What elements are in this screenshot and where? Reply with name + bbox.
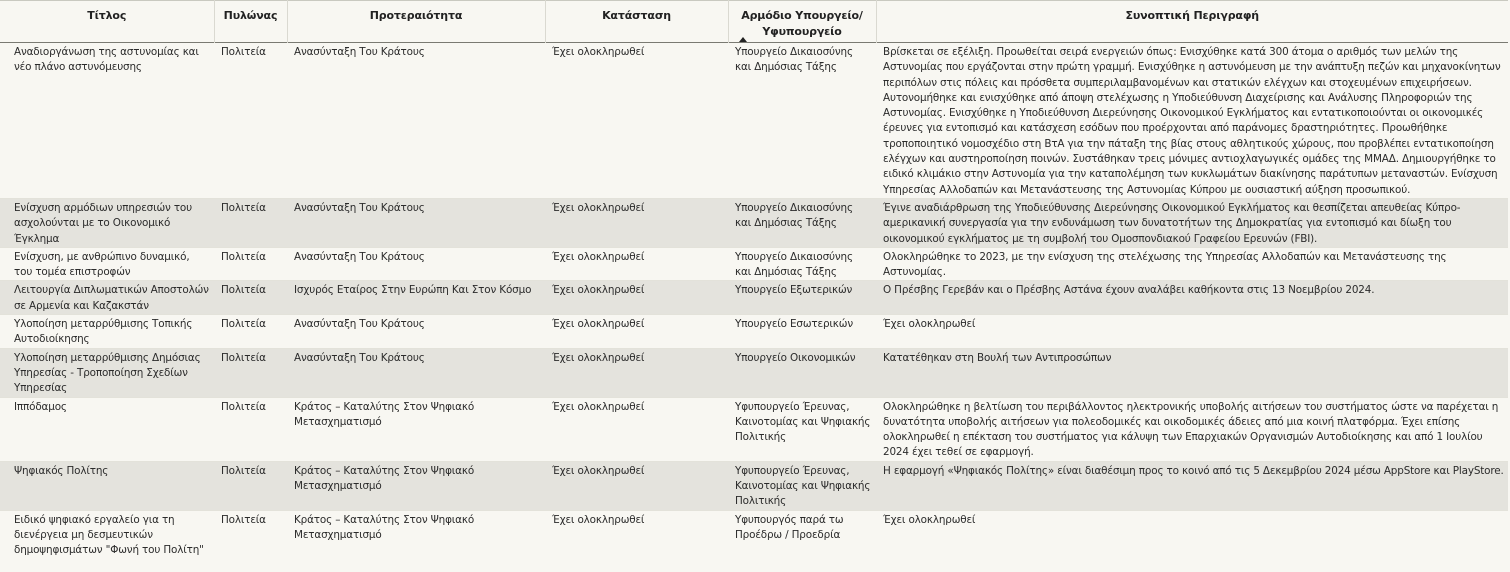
cell-pillar: Πολιτεία bbox=[214, 348, 287, 397]
column-header-label: Προτεραιότητα bbox=[369, 9, 463, 22]
cell-priority: Κράτος – Καταλύτης Στον Ψηφιακό Μετασχηματισμό bbox=[287, 461, 545, 510]
table-row[interactable] bbox=[0, 43, 1508, 199]
column-header-label: Πυλώνας bbox=[223, 9, 278, 22]
cell-status: Έχει ολοκληρωθεί bbox=[545, 315, 728, 349]
cell-ministry: Υφυπουργείο Έρευνας, Καινοτομίας και Ψηφιακής Πολιτικής bbox=[728, 397, 876, 461]
cell-summary: Ο Πρέσβης Γερεβάν και ο Πρέσβης Αστάνα έχουν αναλάβει καθήκοντα στις 13 Νοεμβρίου 2024. bbox=[876, 281, 1508, 315]
cell-status: Έχει ολοκληρωθεί bbox=[545, 198, 728, 247]
cell-title: Λειτουργία Διπλωματικών Αποστολών σε Αρμενία και Καζακστάν bbox=[0, 281, 214, 315]
cell-summary: Κατατέθηκαν στη Βουλή των Αντιπροσώπων bbox=[876, 348, 1508, 397]
table-row[interactable] bbox=[0, 461, 1508, 510]
cell-pillar: Πολιτεία bbox=[214, 43, 287, 199]
cell-summary: Έγινε αναδιάρθρωση της Υποδιεύθυνσης Διερεύνησης Οικονομικού Εγκλήματος και θεσπίζεται απευθείας Κύπρο-αμερικανική συνεργασία για την ενδυνάμωση των δυνατοτήτων της Δημοκρατίας για εντοπισμό και δίωξη του οικονομικού εγκλήματος με τη συμβολή του Ομοσπονδιακού Γραφείου Ερευνών (FBI). bbox=[876, 198, 1508, 247]
cell-pillar: Πολιτεία bbox=[214, 315, 287, 349]
cell-priority: Κράτος – Καταλύτης Στον Ψηφιακό Μετασχηματισμό bbox=[287, 397, 545, 461]
table-row[interactable] bbox=[0, 315, 1508, 349]
cell-priority: Ανασύνταξη Του Κράτους bbox=[287, 198, 545, 247]
column-header-summary[interactable] bbox=[876, 1, 1508, 43]
cell-ministry: Υφυπουργείο Έρευνας, Καινοτομίας και Ψηφιακής Πολιτικής bbox=[728, 461, 876, 510]
cell-summary: Βρίσκεται σε εξέλιξη. Προωθείται σειρά ενεργειών όπως: Ενισχύθηκε κατά 300 άτομα ο αριθμός των μελών της Αστυνομίας που εργάζονται στην πρώτη γραμμή. Ενισχύθηκε η αστυνόμευση με την ανάπτυξη πεζών και μηχανοκίνητων περιπόλων στις πόλεις και πρόσθετα συμπεριλαμβανομένων και στατικών ελέγχων και στοχευμένων επιχειρήσεων. Αυτονομήθηκε και ενισχύθηκε από άποψη στελέχωσης η Υποδιεύθυνση Διαχείρισης και Ανάλυσης Πληροφοριών της Αστυνομίας. Ενισχύθηκε η Υποδιεύθυνση Διερεύνησης Οικονομικού Εγκλήματος και εντατικοποιούνται οι οικονομικές έρευνες για εντοπισμό και κατάσχεση εσόδων που προέρχονται από παράνομες δραστηριότητες. Προωθήθηκε τροποποιητικό νομοσχέδιο στη ΒτΑ για την πάταξη της βίας στους αθλητικούς χώρους, που προβλέπει εντατικοποίηση ελέγχων και αυστηροποίηση ποινών. Συστάθηκαν τρεις μόνιμες αντιοχλαγωγικές ομάδες της ΜΜΑΔ. Δημιουργήθηκε το ειδικό κλιμάκιο στην Αστυνομία για την καταπολέμηση των κυκλωμάτων διακίνησης παράτυπων μεταναστών. Ενίσχυση Υπηρεσίας Αλλοδαπών και Μετανάστευσης της Αστυνομίας Κύπρου με ουσιαστική αύξηση προσωπικού. bbox=[876, 43, 1508, 199]
table-row[interactable] bbox=[0, 397, 1508, 461]
cell-title: Υλοποίηση μεταρρύθμισης Δημόσιας Υπηρεσίας - Τροποποίηση Σχεδίων Υπηρεσίας bbox=[0, 348, 214, 397]
cell-priority: Ανασύνταξη Του Κράτους bbox=[287, 43, 545, 199]
cell-priority: Κράτος – Καταλύτης Στον Ψηφιακό Μετασχηματισμό bbox=[287, 510, 545, 558]
cell-title: Ειδικό ψηφιακό εργαλείο για τη διενέργεια μη δεσμευτικών δημοψηφισμάτων "Φωνή του Πολίτη" bbox=[0, 510, 214, 558]
column-header-pillar[interactable] bbox=[214, 1, 287, 43]
cell-summary: Ολοκληρώθηκε η βελτίωση του περιβάλλοντος ηλεκτρονικής υποβολής αιτήσεων του συστήματος ώστε να παρέχεται η δυνατότητα υποβολής αιτήσεων για πολεοδομικές και οικοδομικές άδειες από μια κοινή πλατφόρμα. Έχει επίσης ολοκληρωθεί η επέκταση του συστήματος για κάλυψη των Επαρχιακών Οργανισμών Αυτοδιοίκησης και από 1 Ιουλίου 2024 έχει τεθεί σε εφαρμογή. bbox=[876, 397, 1508, 461]
cell-title: Υλοποίηση μεταρρύθμισης Τοπικής Αυτοδιοίκησης bbox=[0, 315, 214, 349]
table-row[interactable] bbox=[0, 281, 1508, 315]
cell-status: Έχει ολοκληρωθεί bbox=[545, 397, 728, 461]
table-header bbox=[0, 1, 1508, 43]
column-header-priority[interactable] bbox=[287, 1, 545, 43]
header-row bbox=[0, 1, 1508, 43]
column-header-status[interactable] bbox=[545, 1, 728, 43]
cell-title: Αναδιοργάνωση της αστυνομίας και νέο πλάνο αστυνόμευσης bbox=[0, 43, 214, 199]
cell-title: Ενίσχυση αρμόδιων υπηρεσιών του ασχολούνται με το Οικονομικό Έγκλημα bbox=[0, 198, 214, 247]
cell-title: Ψηφιακός Πολίτης bbox=[0, 461, 214, 510]
cell-ministry: Υπουργείο Δικαιοσύνης και Δημόσιας Τάξης bbox=[728, 43, 876, 199]
cell-ministry: Υπουργείο Οικονομικών bbox=[728, 348, 876, 397]
cell-title: Ενίσχυση, με ανθρώπινο δυναμικό, του τομέα επιστροφών bbox=[0, 247, 214, 281]
cell-pillar: Πολιτεία bbox=[214, 198, 287, 247]
table-row[interactable] bbox=[0, 198, 1508, 247]
table-body bbox=[0, 43, 1508, 559]
cell-pillar: Πολιτεία bbox=[214, 247, 287, 281]
cell-title: Ιππόδαμος bbox=[0, 397, 214, 461]
cell-priority: Ανασύνταξη Του Κράτους bbox=[287, 315, 545, 349]
cell-pillar: Πολιτεία bbox=[214, 510, 287, 558]
cell-status: Έχει ολοκληρωθεί bbox=[545, 461, 728, 510]
cell-summary: Έχει ολοκληρωθεί bbox=[876, 510, 1508, 558]
cell-priority: Ανασύνταξη Του Κράτους bbox=[287, 247, 545, 281]
cell-summary: Ολοκληρώθηκε το 2023, με την ενίσχυση της στελέχωσης της Υπηρεσίας Αλλοδαπών και Μετανάστευσης της Αστυνομίας. bbox=[876, 247, 1508, 281]
column-header-label: Τίτλος bbox=[87, 9, 127, 22]
cell-summary: Η εφαρμογή «Ψηφιακός Πολίτης» είναι διαθέσιμη προς το κοινό από τις 5 Δεκεμβρίου 2024 μέσω AppStore και PlayStore. bbox=[876, 461, 1508, 510]
table-row[interactable] bbox=[0, 510, 1508, 558]
column-header-label: Κατάσταση bbox=[602, 9, 671, 22]
cell-pillar: Πολιτεία bbox=[214, 397, 287, 461]
table-row[interactable] bbox=[0, 348, 1508, 397]
cell-summary: Έχει ολοκληρωθεί bbox=[876, 315, 1508, 349]
column-header-label: Συνοπτική Περιγραφή bbox=[1125, 9, 1259, 22]
cell-status: Έχει ολοκληρωθεί bbox=[545, 43, 728, 199]
cell-ministry: Υπουργείο Δικαιοσύνης και Δημόσιας Τάξης bbox=[728, 198, 876, 247]
column-header-label: Αρμόδιο Υπουργείο/ Υφυπουργείο bbox=[741, 9, 863, 38]
column-header-title[interactable] bbox=[0, 1, 214, 43]
cell-status: Έχει ολοκληρωθεί bbox=[545, 247, 728, 281]
cell-ministry: Υπουργείο Εσωτερικών bbox=[728, 315, 876, 349]
table-row[interactable] bbox=[0, 247, 1508, 281]
cell-ministry: Υπουργείο Δικαιοσύνης και Δημόσιας Τάξης bbox=[728, 247, 876, 281]
cell-priority: Ανασύνταξη Του Κράτους bbox=[287, 348, 545, 397]
cell-pillar: Πολιτεία bbox=[214, 281, 287, 315]
cell-priority: Ισχυρός Εταίρος Στην Ευρώπη Και Στον Κόσμο bbox=[287, 281, 545, 315]
cell-ministry: Υφυπουργός παρά τω Προέδρω / Προεδρία bbox=[728, 510, 876, 558]
column-header-ministry[interactable] bbox=[728, 1, 876, 43]
cell-status: Έχει ολοκληρωθεί bbox=[545, 348, 728, 397]
sort-ascending-icon bbox=[739, 37, 747, 42]
cell-status: Έχει ολοκληρωθεί bbox=[545, 281, 728, 315]
cell-pillar: Πολιτεία bbox=[214, 461, 287, 510]
cell-ministry: Υπουργείο Εξωτερικών bbox=[728, 281, 876, 315]
cell-status: Έχει ολοκληρωθεί bbox=[545, 510, 728, 558]
